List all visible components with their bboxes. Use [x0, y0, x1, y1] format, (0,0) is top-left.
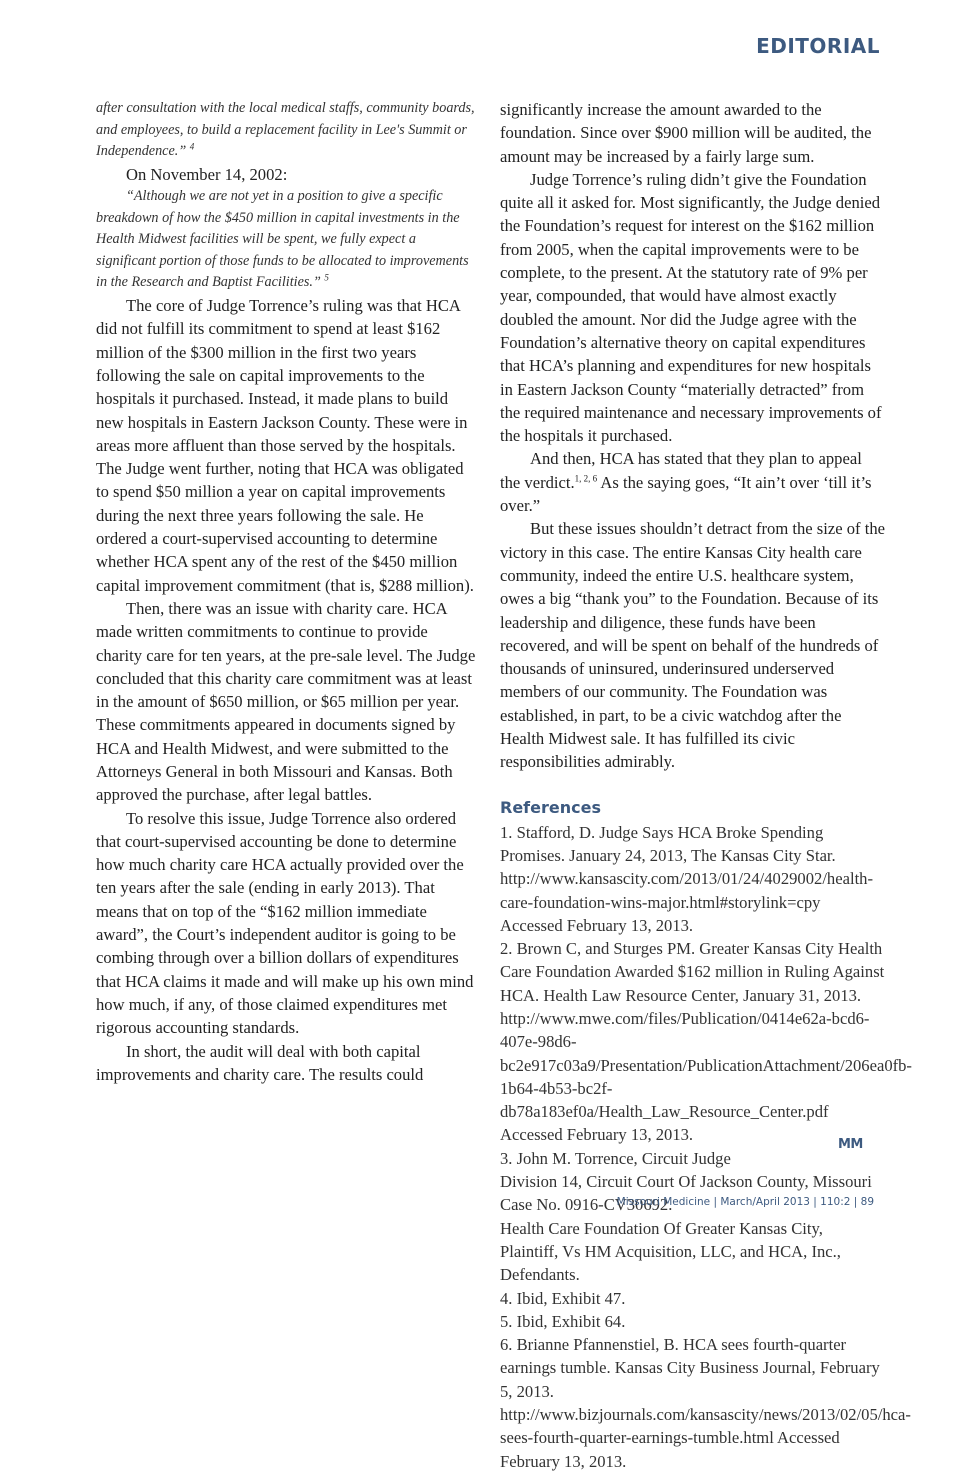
left-column	[96, 98, 476, 1086]
paragraph: Then, there was an issue with charity care. HCA made written commitments to continue to provide charity care for ten years, at the pre-sale level. The Judge concluded that this charity care commitment was at least in the amount of $650 million, or $65 million per year. These commitments appeared in documents signed by HCA and Health Midwest, and were submitted to the Attorneys General in both Missouri and Kansas. Both approved the purchase, after legal battles.	[96, 598, 476, 805]
paragraph: In short, the audit will deal with both capital improvements and charity care. The results could	[96, 1041, 424, 1084]
paragraph: Judge Torrence’s ruling didn’t give the Foundation quite all it asked for. Most significantly, the Judge denied the Foundation’s request for interest on the $162 million from 2005, when the capital improvements were to be complete, to the present. At the statutory rate of 9% per year, compounded, that would have almost exactly doubled the amount. Nor did the Judge agree with the Foundation’s alternative theory on capital expenditures that HCA’s planning and expenditures for new hospitals in Eastern Jackson County “materially detracted” from the required maintenance and necessary improvements of the hospitals it purchased.	[500, 169, 882, 446]
quote-2-text: “Although we are not yet in a position to give a specific breakdown of how the $450 million in capital investments in the Health Midwest facilities will be spent, we fully expect a significant portion of those funds to be allocated to improvements in the Research and Baptist Facilities.”	[96, 188, 469, 291]
quote-block-2	[96, 186, 476, 294]
section-heading: EDITORIAL	[756, 34, 880, 58]
right-column	[500, 98, 912, 1473]
mm-logo: MM	[838, 1137, 863, 1152]
page-footer: Missouri Medicine | March/April 2013 | 110:2 | 89	[616, 1196, 874, 1208]
reference-item: 2. Brown C, and Sturges PM. Greater Kansas City Health Care Foundation Awarded $162 million in Ruling Against HCA. Health Law Resource Center, January 31, 2013.	[500, 939, 885, 1005]
paragraph	[500, 447, 885, 517]
quote-2-ref: 5	[324, 272, 329, 283]
references-heading: References	[500, 797, 601, 817]
reference-item: Division 14, Circuit Court Of Jackson County, Missouri	[500, 1172, 872, 1192]
reference-item: Case No. 0916-CV30692.	[500, 1195, 673, 1215]
paragraph: The core of Judge Torrence’s ruling was that HCA did not fulfill its commitment to spend at least $162 million of the $300 million in the first two years following the sale on capital improvements to the hospitals it purchased. Instead, it made plans to build new hospitals in Eastern Jackson County. These were in areas more affluent than those served by the hospitals. The Judge went further, noting that HCA was obligated to spend $50 million a year on capital improvements during the next three years following the sale. He ordered a court-supervised accounting to determine whether HCA spent any of the rest of the $450 million capital improvement commitment (that is, $288 million).	[96, 296, 474, 595]
reference-item: 5. Ibid, Exhibit 64.	[500, 1311, 626, 1331]
reference-item: 1. Stafford, D. Judge Says HCA Broke Spending Promises. January 24, 2013, The Kansas City Star. http://www.kansascity.com/2013/01/24/4029002/health-care-foundation-wins-major.html#storylink=cpy Accessed February 13, 2013.	[500, 822, 874, 935]
quote-1-ref: 4	[189, 141, 195, 152]
paragraph: significantly increase the amount awarded to the foundation. Since over $900 million will be audited, the amount may be increased by a fairly large sum.	[500, 100, 872, 166]
reference-item: 3. John M. Torrence, Circuit Judge	[500, 1148, 731, 1168]
reference-item: Health Care Foundation Of Greater Kansas City, Plaintiff, Vs HM Acquisition, LLC, and HCA, Inc., Defendants.	[500, 1218, 841, 1285]
reference-item: 4. Ibid, Exhibit 47.	[500, 1288, 626, 1308]
paragraph-text: And then, HCA has stated that they plan to appeal the verdict.	[500, 449, 862, 492]
paragraph: To resolve this issue, Judge Torrence also ordered that court-supervised accounting be done to determine how much charity care HCA actually provided over the ten years after the sale (ending in early 2013). That means that on top of the “$162 million immediate award”, the Court’s independent auditor is going to be combing through over a billion dollars of expenditures that HCA claims it made and will make up his own mind how much, if any, of those claimed expenditures met rigorous accounting standards.	[96, 808, 474, 1038]
reference-item: 6. Brianne Pfannenstiel, B. HCA sees fourth-quarter earnings tumble. Kansas City Business Journal, February 5, 2013. http://www.bizjournals.com/kansascity/news/2013/02/05/hca-sees-fourth-quarter-earnings-tumble.html Accessed February 13, 2013.	[500, 1335, 911, 1471]
references-list	[500, 821, 912, 1473]
reference-item: http://www.mwe.com/files/Publication/0414e62a-bcd6-407e-98d6-bc2e917c03a9/Presentation/PublicationAttachment/206ea0fb-1b64-4b53-bc2f-db78a183ef0a/Health_Law_Resource_Center.pdf Accessed February 13, 2013.	[500, 1008, 912, 1145]
paragraph-text: As the saying goes, “It ain’t over ‘till it’s over.”	[500, 472, 872, 516]
quote-1-text: after consultation with the local medical staffs, community boards, and employees, to build a replacement facility in Lee's Summit or Independence.”	[96, 100, 475, 160]
date-line: On November 14, 2002:	[126, 164, 288, 184]
citation-refs: 1, 2, 6	[574, 473, 598, 484]
quote-block-1	[96, 98, 476, 163]
paragraph: But these issues shouldn’t detract from the size of the victory in this case. The entire Kansas City health care community, indeed the entire U.S. healthcare system, owes a big “thank you” to the Foundation. Because of its leadership and diligence, these funds have been recovered, and will be spent on behalf of the hundreds of thousands of uninsured, underinsured underserved members of our community. The Foundation was established, in part, to be a civic watchdog after the Health Midwest sale. It has fulfilled its civic responsibilities admirably.	[500, 519, 885, 772]
